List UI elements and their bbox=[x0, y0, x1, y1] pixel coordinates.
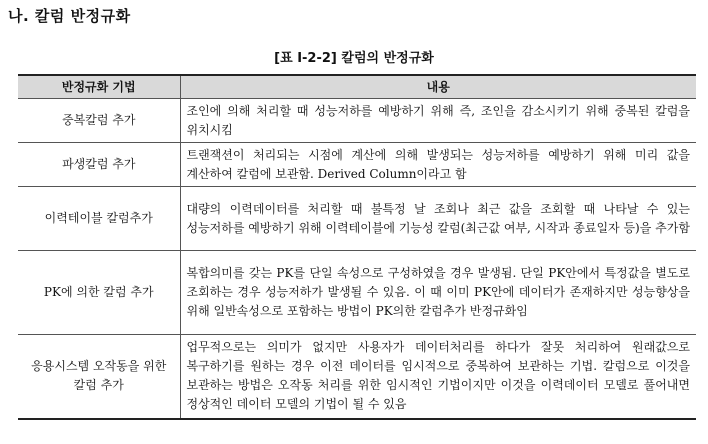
header-content: 내용 bbox=[180, 75, 696, 99]
row-method: 이력테이블 칼럼추가 bbox=[18, 187, 180, 251]
row-content: 트랜잭션이 처리되는 시점에 계산에 의해 발생되는 성능저하를 예방하기 위해 미리 값을 계산하여 칼럼에 보관함. Derived Column이라고 함 bbox=[180, 143, 696, 187]
table-caption: [표 Ⅰ-2-2] 칼럼의 반정규화 bbox=[274, 51, 434, 66]
section-title: 나. 칼럼 반정규화 bbox=[8, 7, 131, 25]
row-content: 복합의미를 갖는 PK를 단일 속성으로 구성하였을 경우 발생됨. 단일 PK안에서 특정값을 별도로 조회하는 경우 성능저하가 발생될 수 있음. 이 때 이미 PK안에 데이터가 존재하지만 성능향상을 위해 일반속성으로 포함하는 방법이 PK의한 칼럼추가 반정규화임 bbox=[180, 251, 696, 335]
table-row bbox=[18, 251, 696, 335]
row-content: 대량의 이력데이터를 처리할 때 불특정 날 조회나 최근 값을 조회할 때 나타날 수 있는 성능저하를 예방하기 위해 이력테이블에 기능성 칼럼(최근값 여부, 시작과 종료일자 등)을 추가함 bbox=[180, 187, 696, 251]
table-row bbox=[18, 335, 696, 419]
table-row bbox=[18, 143, 696, 187]
row-content: 조인에 의해 처리할 때 성능저하를 예방하기 위해 즉, 조인을 감소시키기 위해 중복된 칼럼을 위치시킴 bbox=[180, 99, 696, 143]
row-method: 중복칼럼 추가 bbox=[18, 99, 180, 143]
row-method: PK에 의한 칼럼 추가 bbox=[18, 251, 180, 335]
table-row bbox=[18, 99, 696, 143]
row-method: 응용시스템 오작동을 위한 칼럼 추가 bbox=[18, 335, 180, 419]
denormalization-table bbox=[18, 74, 696, 420]
row-content: 업무적으로는 의미가 없지만 사용자가 데이터처리를 하다가 잘못 처리하여 원래값으로 복구하기를 원하는 경우 이전 데이터를 임시적으로 중복하여 보관하는 기법. 칼럼으로 이것을 보관하는 방법은 오작동 처리를 위한 임시적인 기법이지만 이것을 이력데이터 모델로 풀어내면 정상적인 데이터 모델의 기법이 될 수 있음 bbox=[180, 335, 696, 419]
table-header-row bbox=[18, 75, 696, 99]
table-row bbox=[18, 187, 696, 251]
header-method: 반정규화 기법 bbox=[18, 75, 180, 99]
row-method: 파생칼럼 추가 bbox=[18, 143, 180, 187]
